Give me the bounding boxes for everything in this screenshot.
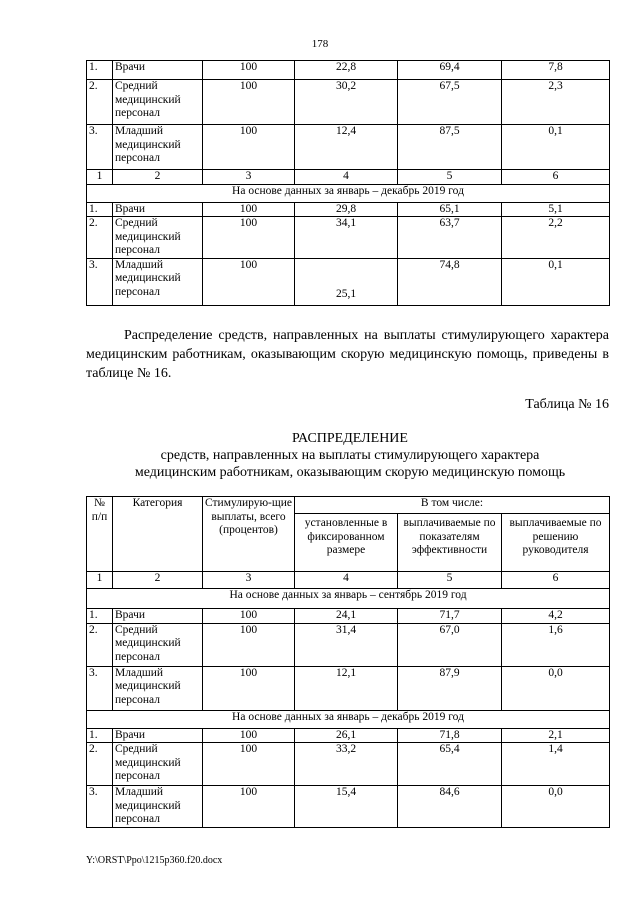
cell-performance: 87,9	[398, 666, 502, 710]
cell-performance: 71,7	[398, 609, 502, 624]
cell-fixed: 29,8	[295, 202, 398, 217]
title-line-2: средств, направленных на выплаты стимулирующего характера	[160, 448, 540, 463]
cell-fixed: 26,1	[295, 728, 398, 743]
cell-head-decision: 0,0	[502, 786, 610, 828]
cell-head-decision: 1,4	[502, 743, 610, 786]
cell-total: 100	[203, 623, 295, 666]
column-numbers-row	[87, 170, 610, 185]
cell-head-decision: 2,1	[502, 728, 610, 743]
table-row	[87, 125, 610, 170]
table-row	[87, 61, 610, 80]
cell-fixed: 31,4	[295, 623, 398, 666]
cell-performance: 65,4	[398, 743, 502, 786]
table-row	[87, 80, 610, 125]
table-16	[86, 496, 610, 828]
cell-head-decision: 7,8	[502, 61, 610, 80]
cell-total: 100	[203, 258, 295, 305]
section-label: На основе данных за январь – сентябрь 2019 год	[87, 589, 610, 609]
cell-head-decision: 0,1	[502, 258, 610, 305]
table-row	[87, 743, 610, 786]
table-row	[87, 217, 610, 259]
header-total: Стимулирую-щие выплаты, всего (процентов)	[203, 497, 295, 572]
cell-performance: 69,4	[398, 61, 502, 80]
cell-num: 2.	[87, 743, 113, 786]
header-row	[87, 497, 610, 514]
table-row	[87, 728, 610, 743]
cell-num: 3.	[87, 258, 113, 305]
cell-category: Средний медицинский персонал	[113, 623, 203, 666]
cell-performance: 71,8	[398, 728, 502, 743]
table-row	[87, 202, 610, 217]
title-line-1: РАСПРЕДЕЛЕНИЕ	[292, 431, 408, 446]
cell-category: Врачи	[113, 61, 203, 80]
table-row	[87, 786, 610, 828]
cell-head-decision: 4,2	[502, 609, 610, 624]
cell-performance: 65,1	[398, 202, 502, 217]
cell-total: 100	[203, 217, 295, 259]
cell-total: 100	[203, 202, 295, 217]
cell-fixed: 33,2	[295, 743, 398, 786]
cell-fixed: 12,4	[295, 125, 398, 170]
cell-category: Средний медицинский персонал	[113, 80, 203, 125]
table-row	[87, 666, 610, 710]
cell-performance: 67,0	[398, 623, 502, 666]
cell-num: 3.	[87, 125, 113, 170]
cell-category: Врачи	[113, 728, 203, 743]
cell-num: 3.	[87, 666, 113, 710]
cell-total: 100	[203, 743, 295, 786]
cell-fixed: 30,2	[295, 80, 398, 125]
cell-category: Врачи	[113, 202, 203, 217]
cell-performance: 74,8	[398, 258, 502, 305]
cell-num: 1.	[87, 609, 113, 624]
cell-total: 100	[203, 61, 295, 80]
section-header-row	[87, 710, 610, 728]
cell-category: Младший медицинский персонал	[113, 786, 203, 828]
cell-head-decision: 0,1	[502, 125, 610, 170]
col-number: 5	[398, 170, 502, 185]
cell-category: Средний медицинский персонал	[113, 743, 203, 786]
column-numbers-row	[87, 572, 610, 589]
cell-total: 100	[203, 609, 295, 624]
cell-performance: 63,7	[398, 217, 502, 259]
table-row	[87, 258, 610, 305]
cell-head-decision: 0,0	[502, 666, 610, 710]
header-head-decision: выплачиваемые по решению руководителя	[502, 514, 610, 572]
cell-category: Младший медицинский персонал	[113, 666, 203, 710]
header-category: Категория	[113, 497, 203, 572]
cell-total: 100	[203, 80, 295, 125]
cell-num: 3.	[87, 786, 113, 828]
col-number: 3	[203, 572, 295, 589]
col-number: 5	[398, 572, 502, 589]
table-row	[87, 609, 610, 624]
col-number: 4	[295, 170, 398, 185]
cell-fixed: 34,1	[295, 217, 398, 259]
section-label: На основе данных за январь – декабрь 2019 год	[87, 184, 610, 202]
body-paragraph: Распределение средств, направленных на выплаты стимулирующего характера медицинским работникам, оказывающим скорую медицинскую помощь, приведены в таблице № 16.	[86, 328, 609, 381]
cell-category: Младший медицинский персонал	[113, 125, 203, 170]
title-line-3: медицинским работникам, оказывающим скорую медицинскую помощь	[134, 465, 566, 480]
cell-fixed: 15,4	[295, 786, 398, 828]
header-including: В том числе:	[295, 497, 610, 514]
cell-head-decision: 5,1	[502, 202, 610, 217]
cell-num: 2.	[87, 623, 113, 666]
cell-head-decision: 2,2	[502, 217, 610, 259]
table-label: Таблица № 16	[525, 397, 609, 412]
header-performance: выплачиваемые по показателям эффективности	[398, 514, 502, 572]
cell-total: 100	[203, 666, 295, 710]
col-number: 6	[502, 572, 610, 589]
col-number: 1	[87, 572, 113, 589]
cell-performance: 67,5	[398, 80, 502, 125]
cell-fixed: 25,1	[295, 258, 398, 305]
page-number: 178	[311, 38, 329, 50]
section-label: На основе данных за январь – декабрь 2019 год	[87, 710, 610, 728]
cell-num: 1.	[87, 61, 113, 80]
col-number: 4	[295, 572, 398, 589]
section-header-row	[87, 184, 610, 202]
cell-total: 100	[203, 786, 295, 828]
cell-category: Младший медицинский персонал	[113, 258, 203, 305]
cell-performance: 84,6	[398, 786, 502, 828]
col-number: 2	[113, 170, 203, 185]
cell-category: Средний медицинский персонал	[113, 217, 203, 259]
cell-fixed: 12,1	[295, 666, 398, 710]
cell-num: 2.	[87, 80, 113, 125]
cell-total: 100	[203, 125, 295, 170]
table-title	[60, 430, 640, 481]
cell-category: Врачи	[113, 609, 203, 624]
cell-head-decision: 2,3	[502, 80, 610, 125]
cell-total: 100	[203, 728, 295, 743]
cell-num: 1.	[87, 728, 113, 743]
table-15-continuation	[86, 60, 610, 306]
header-fixed: установленные в фиксированном размере	[295, 514, 398, 572]
cell-fixed: 24,1	[295, 609, 398, 624]
cell-num: 2.	[87, 217, 113, 259]
col-number: 1	[87, 170, 113, 185]
section-header-row	[87, 589, 610, 609]
cell-head-decision: 1,6	[502, 623, 610, 666]
header-num: № п/п	[87, 497, 113, 572]
cell-fixed: 22,8	[295, 61, 398, 80]
cell-num: 1.	[87, 202, 113, 217]
footer-file-path: Y:\ORST\Ppo\1215p360.f20.docx	[86, 855, 223, 866]
table-row	[87, 623, 610, 666]
col-number: 6	[502, 170, 610, 185]
col-number: 2	[113, 572, 203, 589]
cell-performance: 87,5	[398, 125, 502, 170]
col-number: 3	[203, 170, 295, 185]
